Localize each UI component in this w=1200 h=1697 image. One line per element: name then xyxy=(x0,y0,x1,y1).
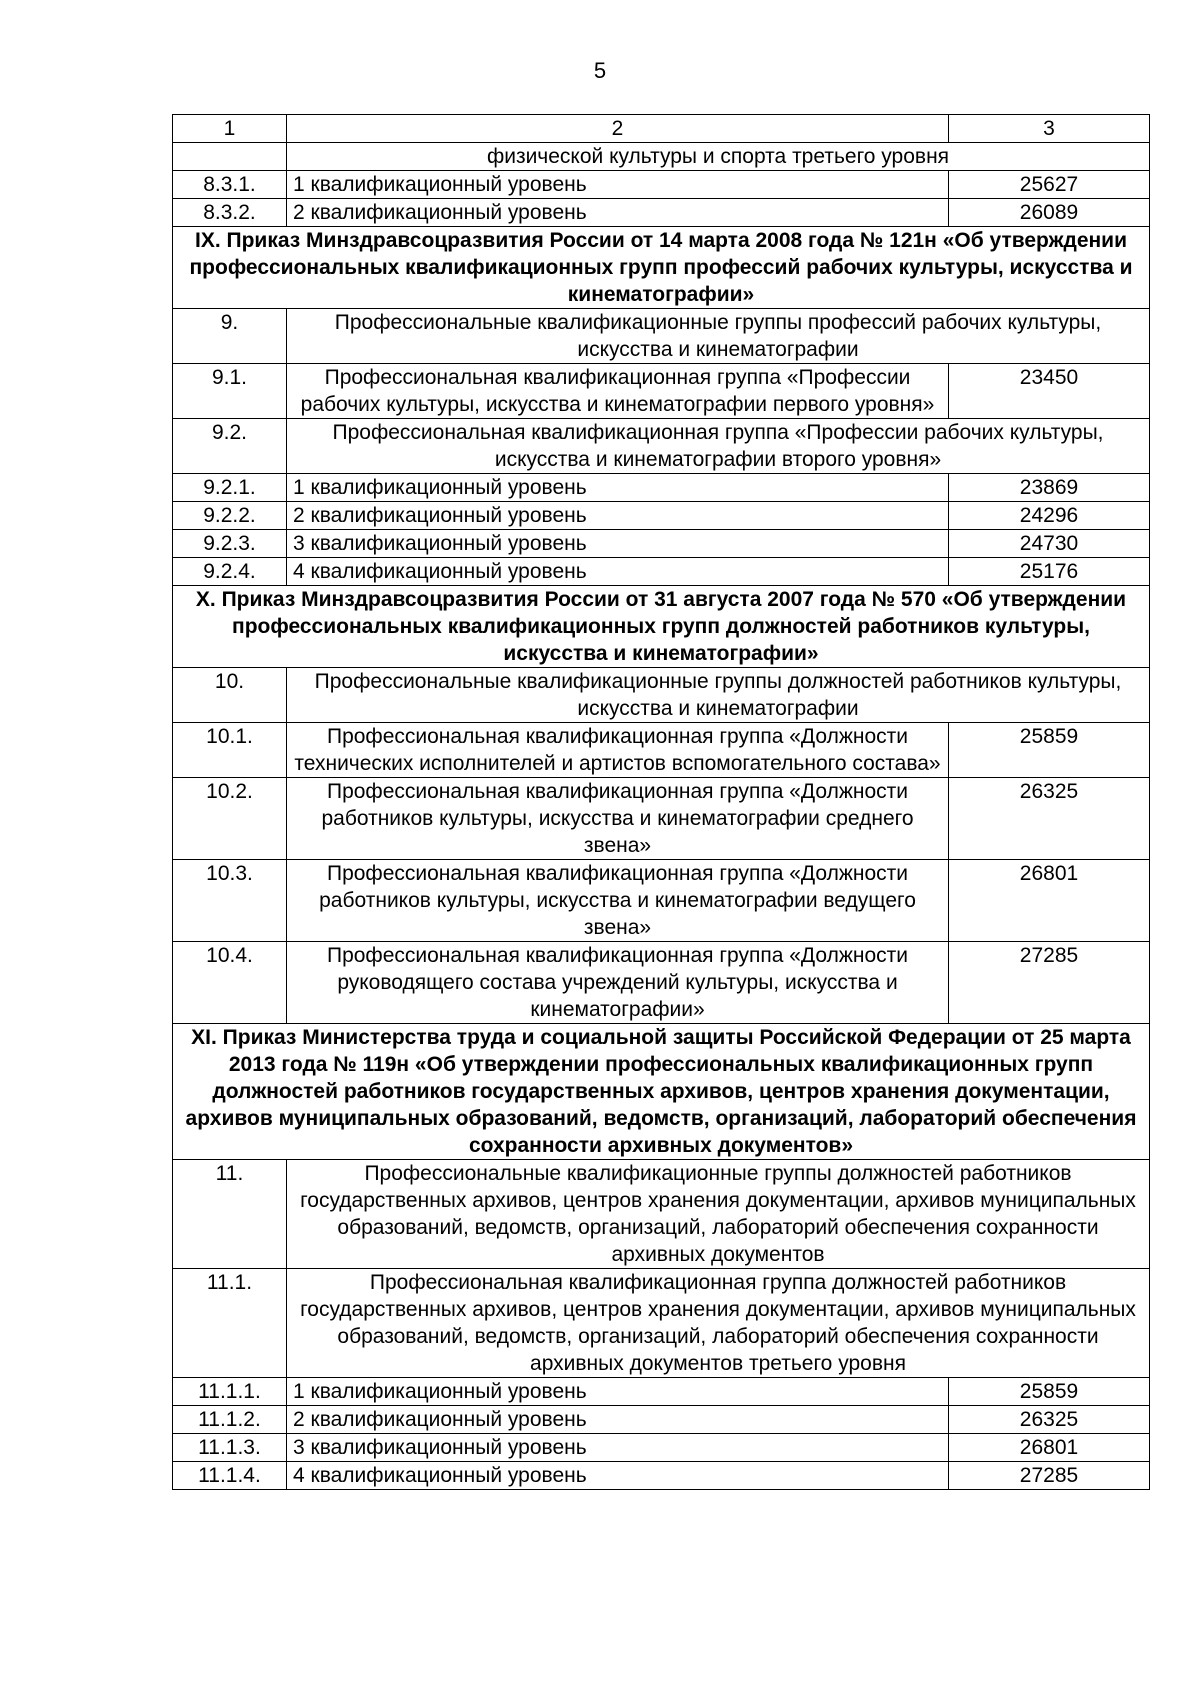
header-col-1: 1 xyxy=(173,115,287,143)
group-row xyxy=(173,309,1150,364)
row-name: 3 квалификационный уровень xyxy=(287,530,949,558)
row-number: 10.3. xyxy=(173,860,287,942)
level-row xyxy=(173,171,1150,199)
group-row xyxy=(173,1269,1150,1378)
row-number: 10.4. xyxy=(173,942,287,1024)
row-text: Профессиональная квалификационная группа «Должности руководящего состава учреждений культуры, искусства и кинематографии» xyxy=(287,942,949,1024)
header-col-2: 2 xyxy=(287,115,949,143)
group-row xyxy=(173,364,1150,419)
section-title: IX. Приказ Минздравсоцразвития России от 14 марта 2008 года № 121н «Об утверждении профессиональных квалификационных групп профессий рабочих культуры, искусства и кинематографии» xyxy=(173,227,1150,309)
row-number: 11.1.4. xyxy=(173,1462,287,1490)
row-name: 1 квалификационный уровень xyxy=(287,1378,949,1406)
row-salary: 25176 xyxy=(949,558,1150,586)
row-text: Профессиональная квалификационная группа «Должности работников культуры, искусства и кинематографии среднего звена» xyxy=(287,778,949,860)
level-row xyxy=(173,558,1150,586)
row-text: физической культуры и спорта третьего уровня xyxy=(287,143,1150,171)
row-text: Профессиональные квалификационные группы должностей работников государственных архивов, центров хранения документации, архивов муниципальных образований, ведомств, организаций, лабораторий обеспечения сохранности архивных документов xyxy=(287,1160,1150,1269)
page-number: 5 xyxy=(593,58,607,83)
row-salary: 26325 xyxy=(949,778,1150,860)
salary-table xyxy=(172,114,1150,1490)
row-number: 10. xyxy=(173,668,287,723)
level-row xyxy=(173,199,1150,227)
row-number: 10.2. xyxy=(173,778,287,860)
row-number: 8.3.2. xyxy=(173,199,287,227)
level-row xyxy=(173,1434,1150,1462)
group-row xyxy=(173,778,1150,860)
row-name: 4 квалификационный уровень xyxy=(287,1462,949,1490)
row-number: 9.2.4. xyxy=(173,558,287,586)
row-name: 2 квалификационный уровень xyxy=(287,199,949,227)
row-salary: 23450 xyxy=(949,364,1150,419)
row-number: 9.2.1. xyxy=(173,474,287,502)
row-salary: 25627 xyxy=(949,171,1150,199)
row-salary: 27285 xyxy=(949,942,1150,1024)
group-row xyxy=(173,419,1150,474)
row-number: 11. xyxy=(173,1160,287,1269)
row-text: Профессиональная квалификационная группа должностей работников государственных архивов, центров хранения документации, архивов муниципальных образований, ведомств, организаций, лабораторий обеспечения сохранности архивных документов третьего уровня xyxy=(287,1269,1150,1378)
section-header-row xyxy=(173,586,1150,668)
section-header-row xyxy=(173,1024,1150,1160)
row-text: Профессиональная квалификационная группа «Должности работников культуры, искусства и кинематографии ведущего звена» xyxy=(287,860,949,942)
row-number: 11.1.1. xyxy=(173,1378,287,1406)
row-salary: 24296 xyxy=(949,502,1150,530)
header-col-3: 3 xyxy=(949,115,1150,143)
section-title: X. Приказ Минздравсоцразвития России от 31 августа 2007 года № 570 «Об утверждении профессиональных квалификационных групп должностей работников культуры, искусства и кинематографии» xyxy=(173,586,1150,668)
row-number: 9. xyxy=(173,309,287,364)
group-row xyxy=(173,860,1150,942)
section-title: XI. Приказ Министерства труда и социальной защиты Российской Федерации от 25 марта 2013 года № 119н «Об утверждении профессиональных квалификационных групп должностей работников государственных архивов, центров хранения документации, архивов муниципальных образований, ведомств, организаций, лабораторий обеспечения сохранности архивных документов» xyxy=(173,1024,1150,1160)
row-number: 8.3.1. xyxy=(173,171,287,199)
row-name: 1 квалификационный уровень xyxy=(287,171,949,199)
row-number: 11.1.3. xyxy=(173,1434,287,1462)
level-row xyxy=(173,1378,1150,1406)
row-number: 9.2.3. xyxy=(173,530,287,558)
group-row xyxy=(173,942,1150,1024)
row-name: 1 квалификационный уровень xyxy=(287,474,949,502)
group-row xyxy=(173,1160,1150,1269)
row-text: Профессиональная квалификационная группа «Профессии рабочих культуры, искусства и кинематографии второго уровня» xyxy=(287,419,1150,474)
row-salary: 25859 xyxy=(949,723,1150,778)
row-salary: 27285 xyxy=(949,1462,1150,1490)
level-row xyxy=(173,502,1150,530)
group-row xyxy=(173,668,1150,723)
row-name: 4 квалификационный уровень xyxy=(287,558,949,586)
continuation-row xyxy=(173,143,1150,171)
row-text: Профессиональные квалификационные группы должностей работников культуры, искусства и кинематографии xyxy=(287,668,1150,723)
row-salary: 26325 xyxy=(949,1406,1150,1434)
level-row xyxy=(173,1406,1150,1434)
row-text: Профессиональная квалификационная группа «Должности технических исполнителей и артистов вспомогательного состава» xyxy=(287,723,949,778)
row-name: 2 квалификационный уровень xyxy=(287,502,949,530)
row-salary: 26089 xyxy=(949,199,1150,227)
row-number: 11.1. xyxy=(173,1269,287,1378)
level-row xyxy=(173,530,1150,558)
row-number: 11.1.2. xyxy=(173,1406,287,1434)
row-number: 9.1. xyxy=(173,364,287,419)
row-number: 10.1. xyxy=(173,723,287,778)
row-salary: 26801 xyxy=(949,1434,1150,1462)
row-number xyxy=(173,143,287,171)
row-number: 9.2. xyxy=(173,419,287,474)
level-row xyxy=(173,474,1150,502)
header-row xyxy=(173,115,1150,143)
row-name: 3 квалификационный уровень xyxy=(287,1434,949,1462)
group-row xyxy=(173,723,1150,778)
row-number: 9.2.2. xyxy=(173,502,287,530)
row-salary: 26801 xyxy=(949,860,1150,942)
row-text: Профессиональная квалификационная группа «Профессии рабочих культуры, искусства и кинематографии первого уровня» xyxy=(287,364,949,419)
row-salary: 23869 xyxy=(949,474,1150,502)
row-salary: 25859 xyxy=(949,1378,1150,1406)
level-row xyxy=(173,1462,1150,1490)
row-text: Профессиональные квалификационные группы профессий рабочих культуры, искусства и кинематографии xyxy=(287,309,1150,364)
row-salary: 24730 xyxy=(949,530,1150,558)
table-body xyxy=(173,143,1150,1490)
section-header-row xyxy=(173,227,1150,309)
row-name: 2 квалификационный уровень xyxy=(287,1406,949,1434)
